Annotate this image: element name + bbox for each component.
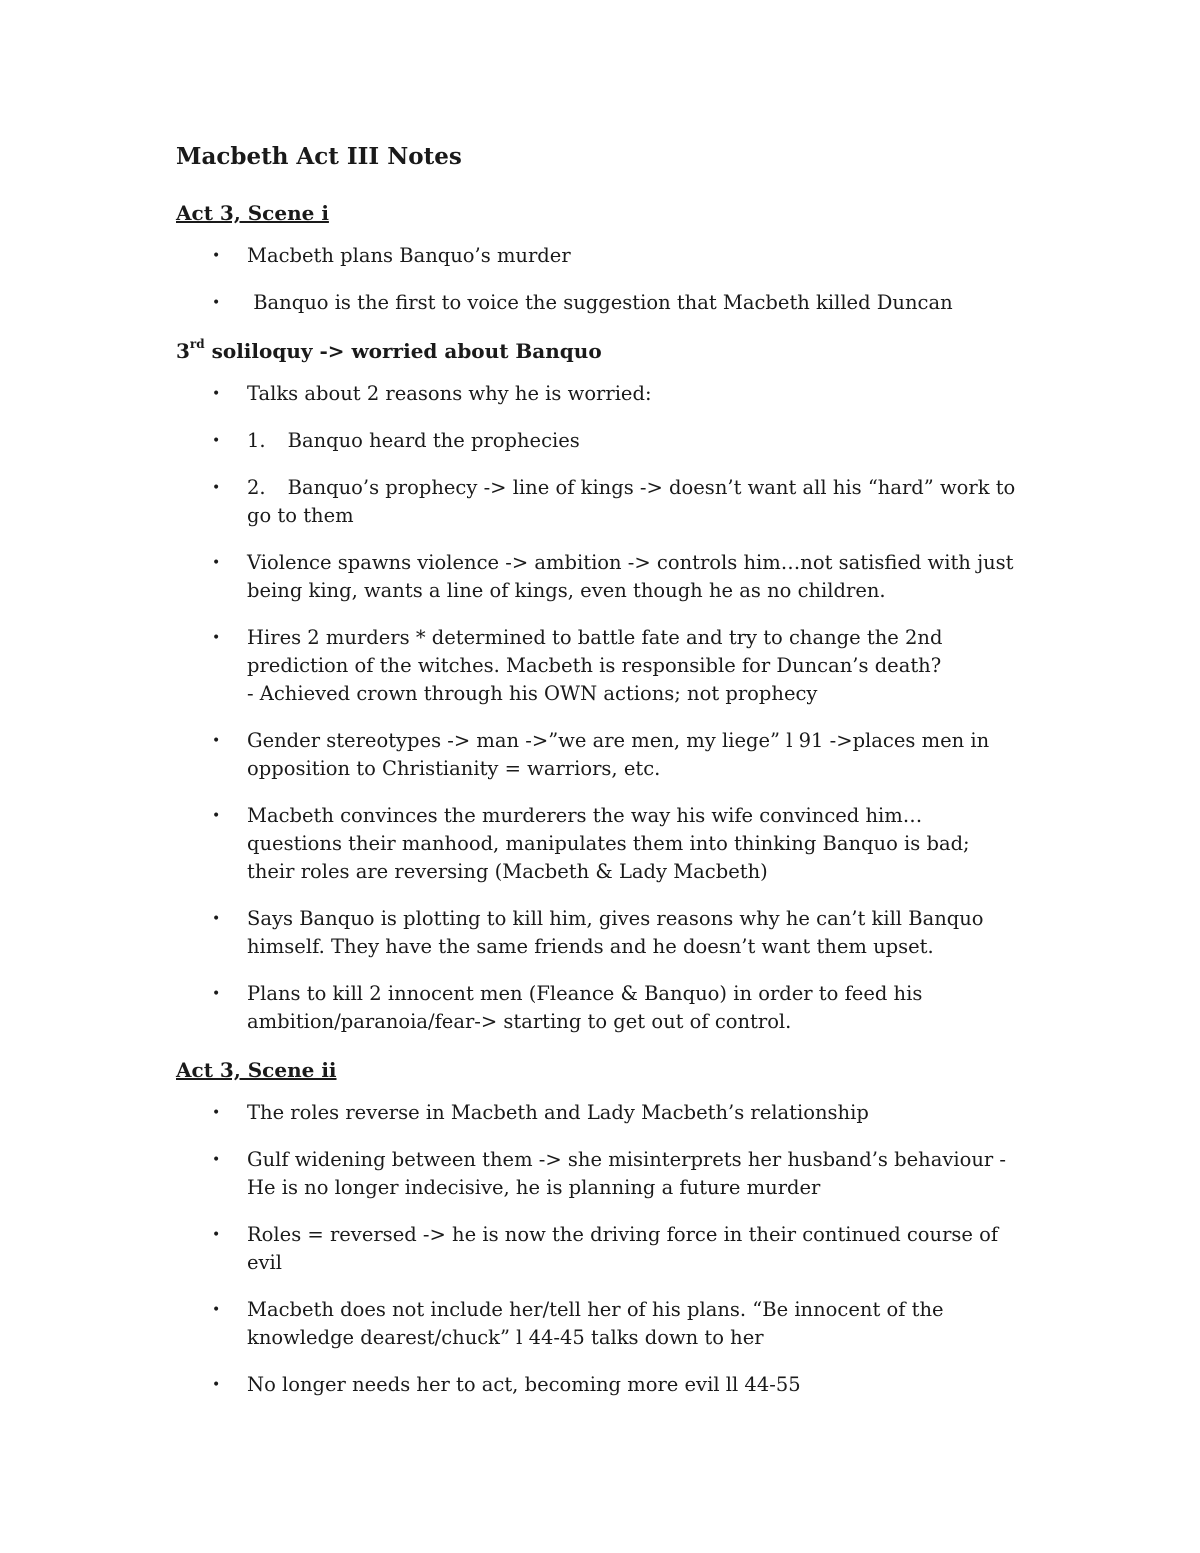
list-item-line: Hires 2 murders * determined to battle fate and try to change the 2nd xyxy=(247,626,943,649)
list-item-text xyxy=(247,1174,1036,1202)
list-item-text xyxy=(247,502,1036,530)
list-item-text xyxy=(247,755,1036,783)
scene-2-heading: Act 3, Scene ii xyxy=(176,1058,337,1082)
list-item-line: Gulf widening between them -> she misinterprets her husband’s behaviour - xyxy=(247,1148,1006,1171)
list-item-number: 2. xyxy=(247,476,266,499)
list-item-text xyxy=(247,858,1036,886)
list-item-text xyxy=(247,549,1036,577)
list-item-text xyxy=(247,1008,1036,1036)
list-item-line: himself. They have the same friends and he doesn’t want them upset. xyxy=(247,935,934,958)
list-item-number: 1. xyxy=(247,429,266,452)
bullet-icon: • xyxy=(212,1302,221,1318)
bullet-icon: • xyxy=(212,1227,221,1243)
list-item-text xyxy=(247,1249,1036,1277)
list-item-line: Banquo heard the prophecies xyxy=(287,429,580,452)
bullet-icon: • xyxy=(212,555,221,571)
bullet-icon: • xyxy=(212,1105,221,1121)
list-item xyxy=(176,980,1036,1036)
list-item-line: ambition/paranoia/fear-> starting to get out of control. xyxy=(247,1010,792,1033)
bullet-icon: • xyxy=(212,733,221,749)
document-title: Macbeth Act III Notes xyxy=(176,143,462,170)
list-item-text xyxy=(247,1146,1036,1174)
list-item xyxy=(176,802,1036,886)
list-item-text xyxy=(247,380,1036,408)
scene-2-notes xyxy=(176,1099,1036,1399)
list-item-text xyxy=(247,802,1036,830)
list-item xyxy=(176,242,1036,270)
list-item xyxy=(176,427,1036,455)
list-item xyxy=(176,624,1036,708)
list-item-text xyxy=(247,830,1036,858)
list-item xyxy=(176,1371,1036,1399)
bullet-icon: • xyxy=(212,1152,221,1168)
list-item xyxy=(176,905,1036,961)
list-item xyxy=(176,289,1036,317)
soliloquy-notes xyxy=(176,380,1036,1036)
bullet-icon: • xyxy=(212,386,221,402)
list-item xyxy=(176,474,1036,530)
list-item-line: knowledge dearest/chuck” l 44-45 talks down to her xyxy=(247,1326,764,1349)
list-item-text: Macbeth plans Banquo’s murder xyxy=(247,244,571,267)
list-item xyxy=(176,1221,1036,1277)
list-item-text xyxy=(247,905,1036,933)
list-item xyxy=(176,380,1036,408)
list-item-line: Roles = reversed -> he is now the driving force in their continued course of xyxy=(247,1223,999,1246)
list-item-line: evil xyxy=(247,1251,283,1274)
bullet-icon: • xyxy=(212,911,221,927)
bullet-icon: • xyxy=(212,248,221,264)
list-item-line: Gender stereotypes -> man ->”we are men, my liege” l 91 ->places men in xyxy=(247,729,990,752)
list-item xyxy=(176,1099,1036,1127)
list-item-line: He is no longer indecisive, he is planning a future murder xyxy=(247,1176,821,1199)
list-item-text xyxy=(247,680,1036,708)
list-item-line: being king, wants a line of kings, even though he as no children. xyxy=(247,579,886,602)
bullet-icon: • xyxy=(212,808,221,824)
bullet-icon: • xyxy=(212,433,221,449)
soliloquy-ordinal-suffix: rd xyxy=(189,337,205,352)
list-item-line: Macbeth convinces the murderers the way his wife convinced him… xyxy=(247,804,923,827)
list-item-line: Plans to kill 2 innocent men (Fleance & Banquo) in order to feed his xyxy=(247,982,923,1005)
document-page xyxy=(176,140,1036,1418)
list-item-line: Macbeth does not include her/tell her of his plans. “Be innocent of the xyxy=(247,1298,944,1321)
list-item-text xyxy=(247,1371,1036,1399)
list-item xyxy=(176,1296,1036,1352)
list-item-text xyxy=(247,980,1036,1008)
bullet-icon: • xyxy=(212,480,221,496)
list-item-text xyxy=(247,577,1036,605)
list-item-text xyxy=(247,1296,1036,1324)
list-item-line: The roles reverse in Macbeth and Lady Macbeth’s relationship xyxy=(247,1101,869,1124)
list-item xyxy=(176,1146,1036,1202)
list-item-line: prediction of the witches. Macbeth is responsible for Duncan’s death? xyxy=(247,654,942,677)
soliloquy-heading-text: soliloquy -> worried about Banquo xyxy=(204,339,602,363)
list-item xyxy=(176,549,1036,605)
list-item-line: - Achieved crown through his OWN actions; not prophecy xyxy=(247,682,818,705)
list-item-line: opposition to Christianity = warriors, etc. xyxy=(247,757,661,780)
soliloquy-number: 3 xyxy=(176,339,190,363)
list-item-line: No longer needs her to act, becoming more evil ll 44-55 xyxy=(247,1373,801,1396)
list-item-text xyxy=(247,427,1036,455)
list-item-line: Says Banquo is plotting to kill him, gives reasons why he can’t kill Banquo xyxy=(247,907,984,930)
list-item-line: go to them xyxy=(247,504,354,527)
list-item-text xyxy=(247,727,1036,755)
list-item-line: their roles are reversing (Macbeth & Lady Macbeth) xyxy=(247,860,768,883)
list-item-text xyxy=(247,624,1036,652)
soliloquy-heading xyxy=(176,336,1036,366)
list-item-text xyxy=(247,474,1036,502)
list-item-text xyxy=(247,652,1036,680)
scene-1-notes xyxy=(176,242,1036,317)
list-item-line: questions their manhood, manipulates them into thinking Banquo is bad; xyxy=(247,832,970,855)
list-item-text: Banquo is the first to voice the suggestion that Macbeth killed Duncan xyxy=(247,291,953,314)
bullet-icon: • xyxy=(212,630,221,646)
list-item-text xyxy=(247,1099,1036,1127)
scene-1-heading: Act 3, Scene i xyxy=(176,201,329,225)
bullet-icon: • xyxy=(212,295,221,311)
list-item-text xyxy=(247,933,1036,961)
list-item-line: Talks about 2 reasons why he is worried: xyxy=(247,382,652,405)
list-item-text xyxy=(247,1324,1036,1352)
list-item-text xyxy=(247,1221,1036,1249)
bullet-icon: • xyxy=(212,986,221,1002)
list-item xyxy=(176,727,1036,783)
bullet-icon: • xyxy=(212,1377,221,1393)
list-item-line: Violence spawns violence -> ambition -> controls him…not satisfied with just xyxy=(247,551,1014,574)
list-item-line: Banquo’s prophecy -> line of kings -> doesn’t want all his “hard” work to xyxy=(287,476,1016,499)
